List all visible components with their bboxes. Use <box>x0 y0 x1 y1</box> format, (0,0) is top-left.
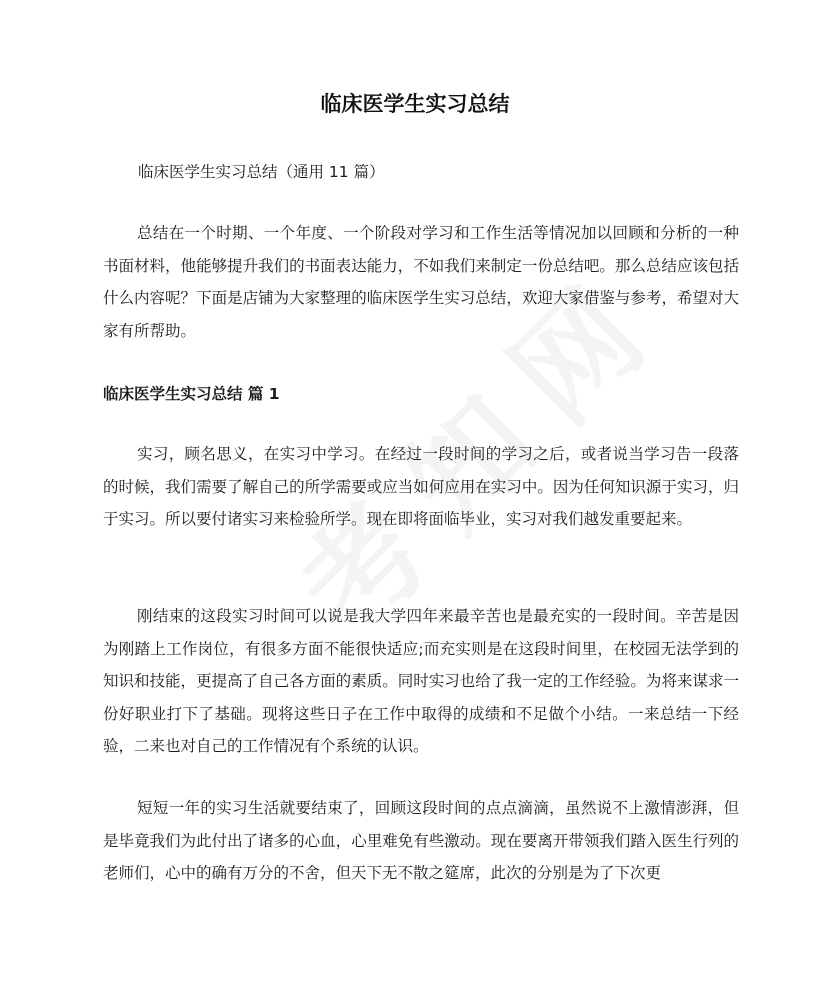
body-paragraph-2: 刚结束的这段实习时间可以说是我大学四年来最辛苦也是最充实的一段时间。辛苦是因为刚踏上工作岗位，有很多方面不能很快适应;而充实则是在这段时间里，在校园无法学到的知识和技能，更提高了自己各方面的素质。同时实习也给了我一定的工作经验。为将来谋求一份好职业打下了基础。现将这些日子在工作中取得的成绩和不足做个小结。一来总结一下经验，二来也对自己的工作情况有个系统的认识。 <box>103 607 739 755</box>
document-subtitle: 临床医学生实习总结（通用 11 篇） <box>138 163 385 181</box>
section-heading: 临床医学生实习总结 篇 1 <box>103 385 280 403</box>
document-title: 临床医学生实习总结 <box>320 92 510 116</box>
body-paragraph-1: 实习，顾名思义，在实习中学习。在经过一段时间的学习之后，或者说当学习告一段落的时候，我们需要了解自己的所学需要或应当如何应用在实习中。因为任何知识源于实习，归于实习。所以要付诸实习来检验所学。现在即将面临毕业，实习对我们越发重要起来。 <box>103 445 739 528</box>
intro-paragraph: 总结在一个时期、一个年度、一个阶段对学习和工作生活等情况加以回顾和分析的一种书面材料，他能够提升我们的书面表达能力，不如我们来制定一份总结吧。那么总结应该包括什么内容呢？下面是店铺为大家整理的临床医学生实习总结，欢迎大家借鉴与参考，希望对大家有所帮助。 <box>103 224 739 340</box>
body-paragraph-3: 短短一年的实习生活就要结束了，回顾这段时间的点点滴滴，虽然说不上激情澎湃，但是毕竟我们为此付出了诸多的心血，心里难免有些激动。现在要离开带领我们踏入医生行列的老师们，心中的确有万分的不舍，但天下无不散之筵席，此次的分别是为了下次更 <box>103 799 739 882</box>
